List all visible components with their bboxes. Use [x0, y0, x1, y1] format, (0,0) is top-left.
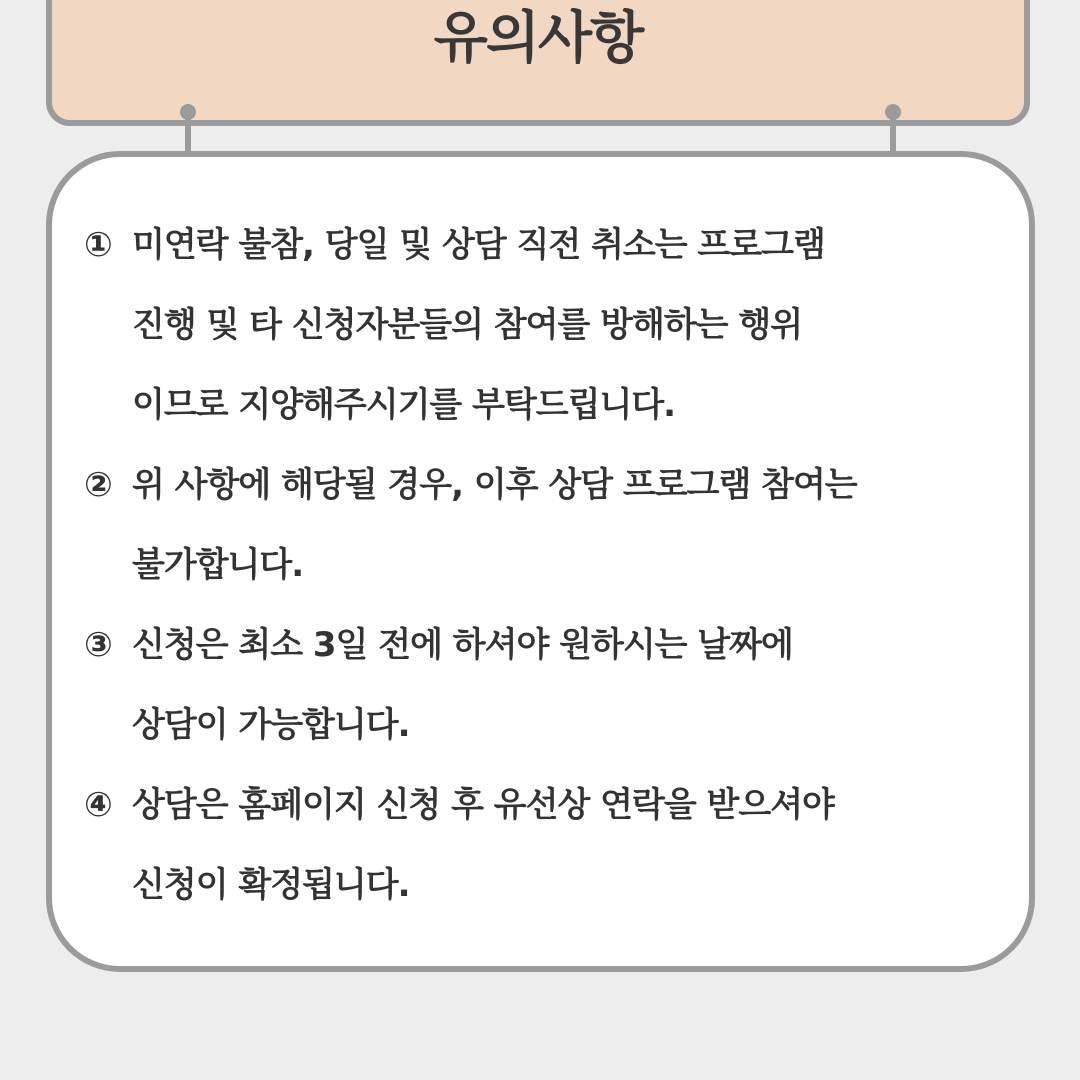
- notice-item-2: [84, 445, 964, 605]
- notice-line: 신청이 확정됩니다.: [132, 865, 410, 905]
- notice-list: [84, 205, 964, 925]
- notice-line: 미연락 불참, 당일 및 상담 직전 취소는 프로그램: [132, 225, 825, 265]
- notice-line: 위 사항에 해당될 경우, 이후 상담 프로그램 참여는: [132, 465, 857, 505]
- hanger-right-top-dot: [885, 104, 901, 120]
- notice-item-4: [84, 765, 964, 925]
- hanger-left-top-dot: [180, 104, 196, 120]
- notice-number-4: ④: [84, 785, 113, 825]
- notice-number-2: ②: [84, 465, 113, 505]
- notice-item-3: [84, 605, 964, 765]
- notice-line: 상담은 홈페이지 신청 후 유선상 연락을 받으셔야: [132, 785, 834, 825]
- notice-line: 신청은 최소 3일 전에 하셔야 원하시는 날짜에: [132, 625, 793, 665]
- notice-line: 이므로 지양해주시기를 부탁드립니다.: [132, 385, 676, 425]
- notice-item-1: [84, 205, 964, 445]
- notice-number-1: ①: [84, 225, 113, 265]
- notice-number-3: ③: [84, 625, 113, 665]
- notice-line: 불가합니다.: [132, 545, 304, 585]
- page-title: 유의사항: [433, 6, 643, 71]
- notice-line: 진행 및 타 신청자분들의 참여를 방해하는 행위: [132, 305, 803, 345]
- notice-line: 상담이 가능합니다.: [132, 705, 410, 745]
